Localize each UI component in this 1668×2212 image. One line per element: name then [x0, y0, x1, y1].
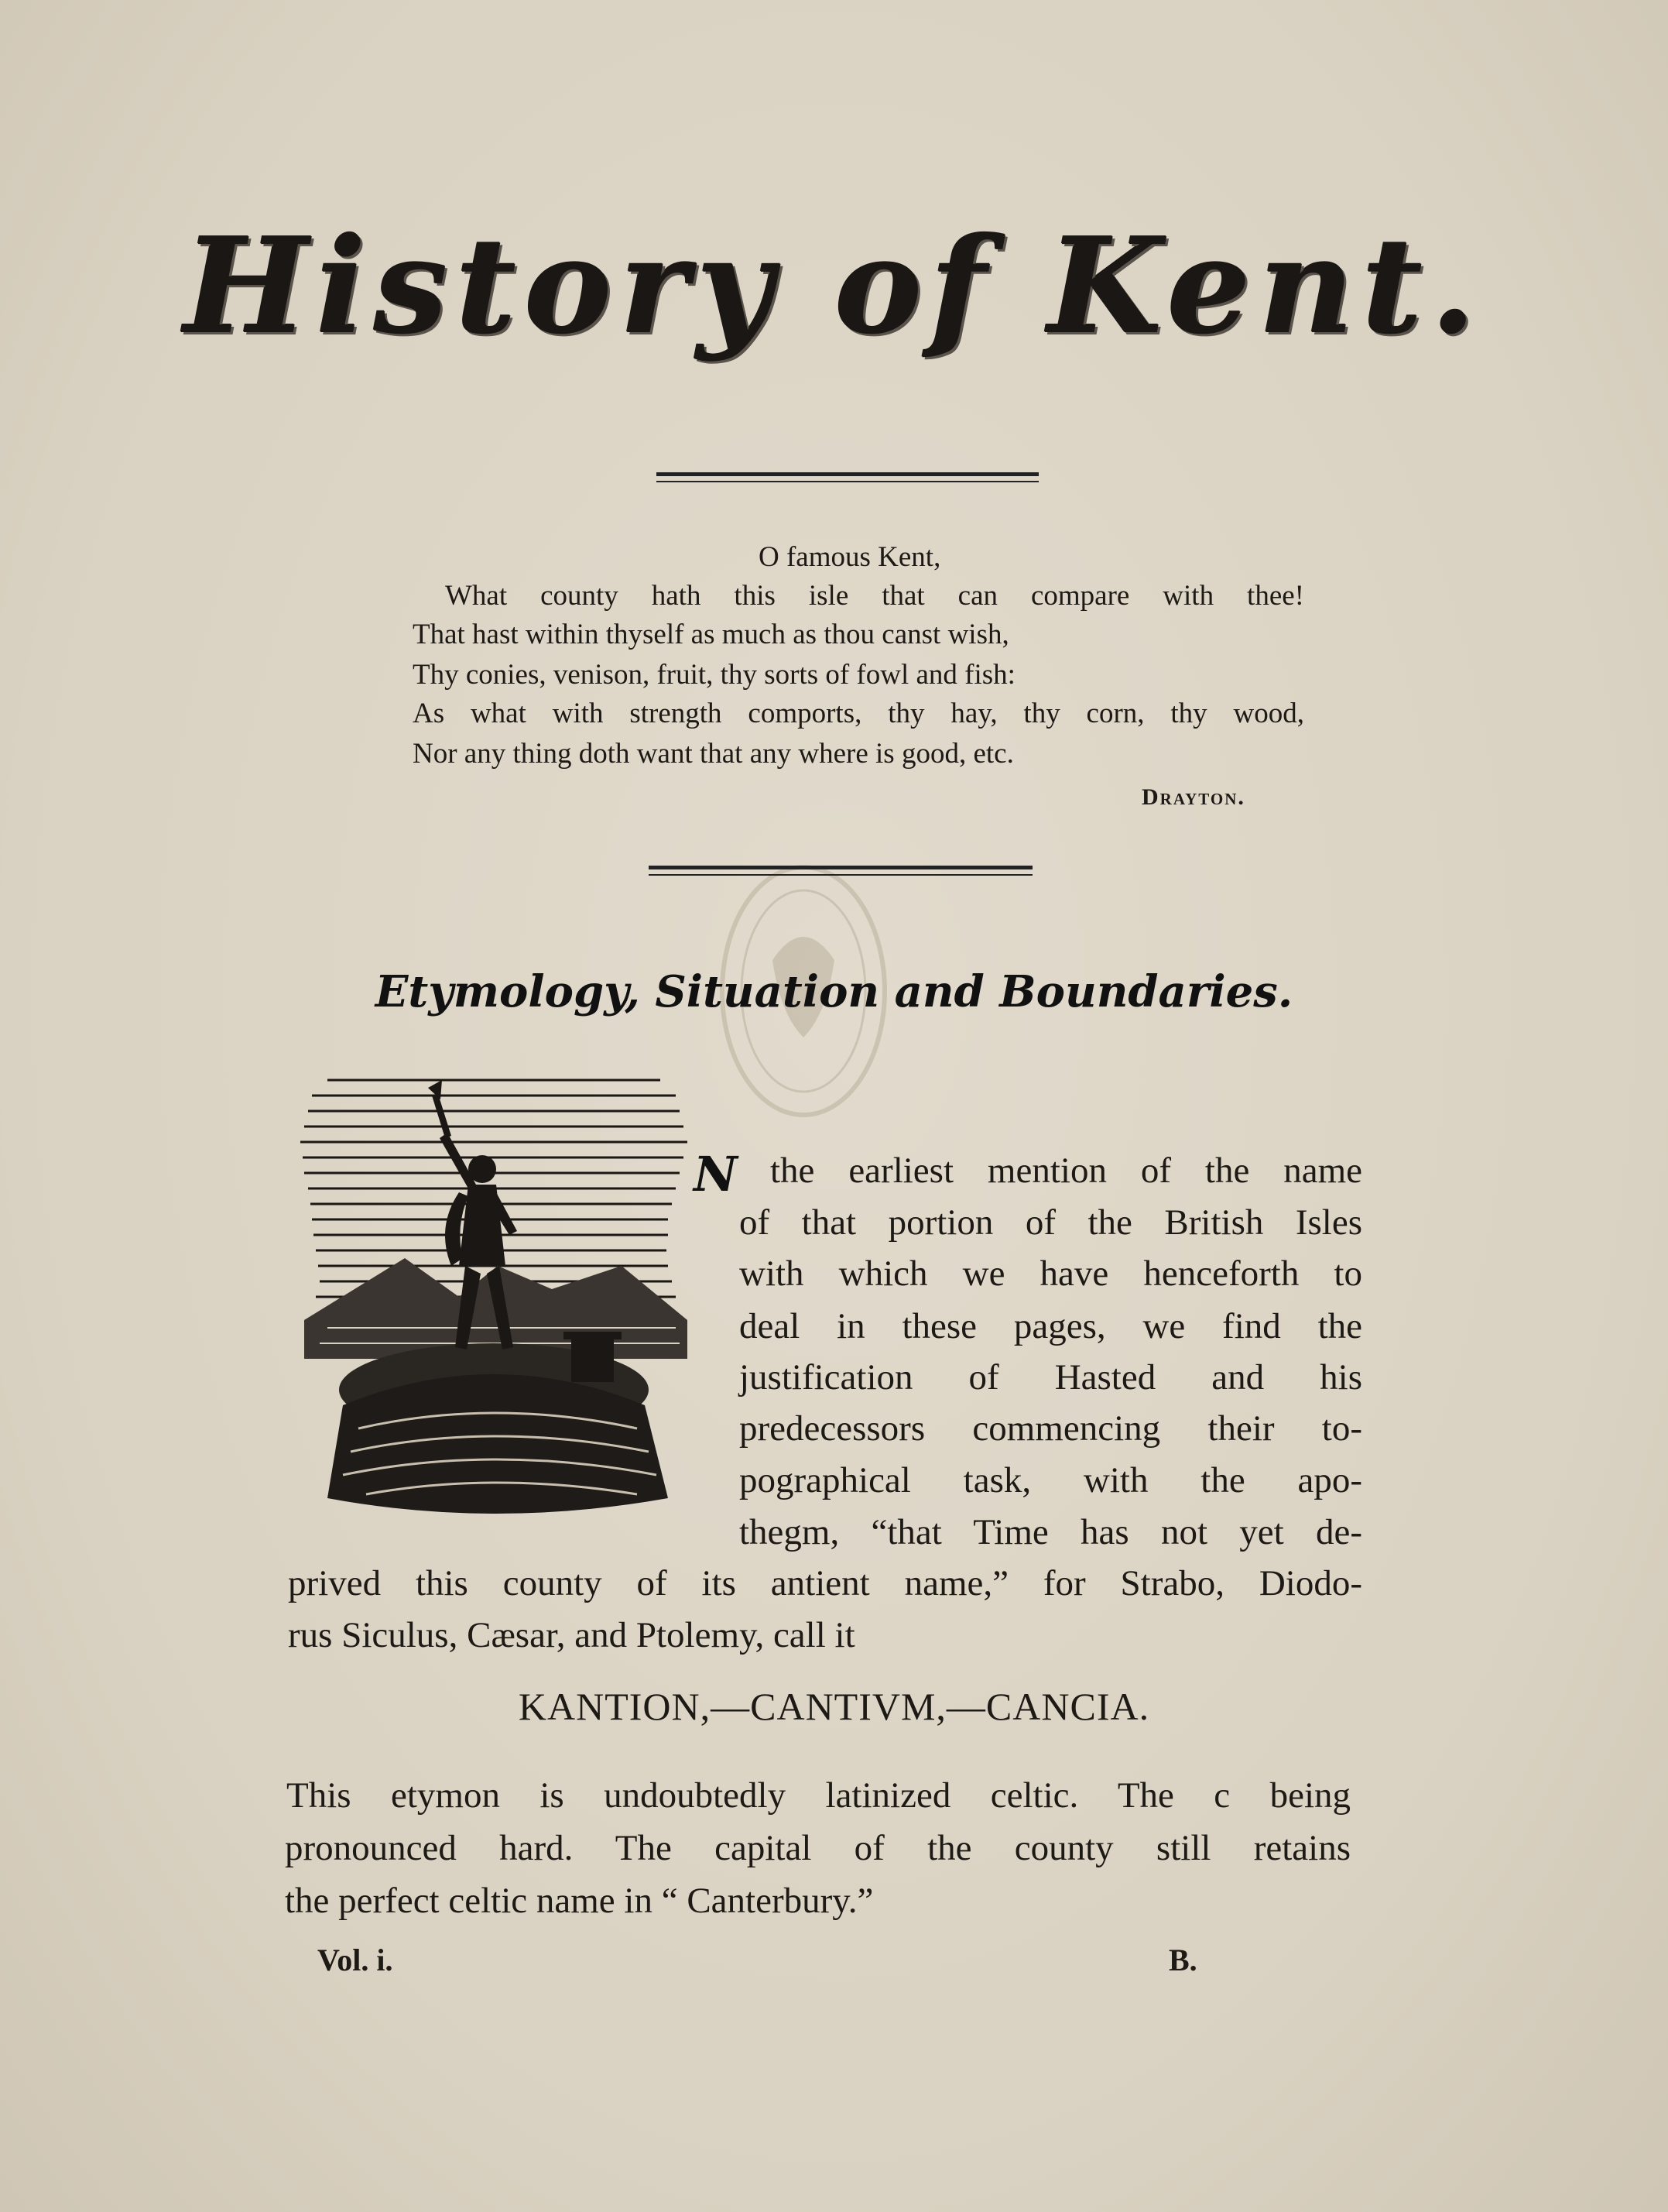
paragraph-line: the perfect celtic name in “ Canterbury.” — [285, 1881, 874, 1921]
paragraph-line: justification of Hasted and his — [739, 1357, 1362, 1398]
paragraph-line: pographical task, with the apo- — [739, 1460, 1362, 1500]
poem-line: That hast within thyself as much as thou canst wish, — [413, 619, 1009, 650]
poem-line: Nor any thing doth want that any where is good, etc. — [413, 738, 1014, 770]
poem-line: Thy conies, venison, fruit, thy sorts of fowl and fish: — [413, 659, 1016, 691]
poem-attribution: Drayton. — [1142, 784, 1245, 810]
paragraph-line: thegm, “that Time has not yet de- — [739, 1512, 1362, 1552]
paragraph-line: rus Siculus, Cæsar, and Ptolemy, call it — [288, 1615, 855, 1655]
drop-cap: N — [694, 1146, 738, 1202]
signature-mark: B. — [1169, 1943, 1197, 1977]
woodcut-illustration — [296, 1065, 691, 1529]
paragraph-line: with which we have henceforth to — [739, 1253, 1362, 1294]
section-divider — [649, 866, 1033, 881]
paragraph-line: prived this county of its antient name,” for Strabo, Diodo- — [288, 1563, 1362, 1603]
poem-line: As what with strength comports, thy hay, thy corn, thy wood, — [413, 698, 1304, 729]
paragraph-line: pronounced hard. The capital of the county still retains — [285, 1828, 1351, 1868]
paragraph-line: of that portion of the British Isles — [739, 1202, 1362, 1243]
poem-line: What county hath this isle that can compare with thee! — [445, 580, 1304, 612]
paragraph-line: deal in these pages, we find the — [739, 1306, 1362, 1346]
page-title: History of Kent. — [183, 209, 1485, 364]
paragraph-line: the earliest mention of the name — [770, 1151, 1362, 1191]
poem-line: O famous Kent, — [759, 541, 941, 573]
latin-names: KANTION,—CANTIVM,—CANCIA. — [518, 1685, 1150, 1728]
volume-label: Vol. i. — [317, 1943, 393, 1977]
title-divider — [656, 472, 1039, 488]
paragraph-line: predecessors commencing their to- — [739, 1408, 1362, 1449]
section-heading: Etymology, Situation and Boundaries. — [375, 966, 1293, 1017]
paragraph-line: This etymon is undoubtedly latinized celtic. The c being — [286, 1775, 1351, 1816]
